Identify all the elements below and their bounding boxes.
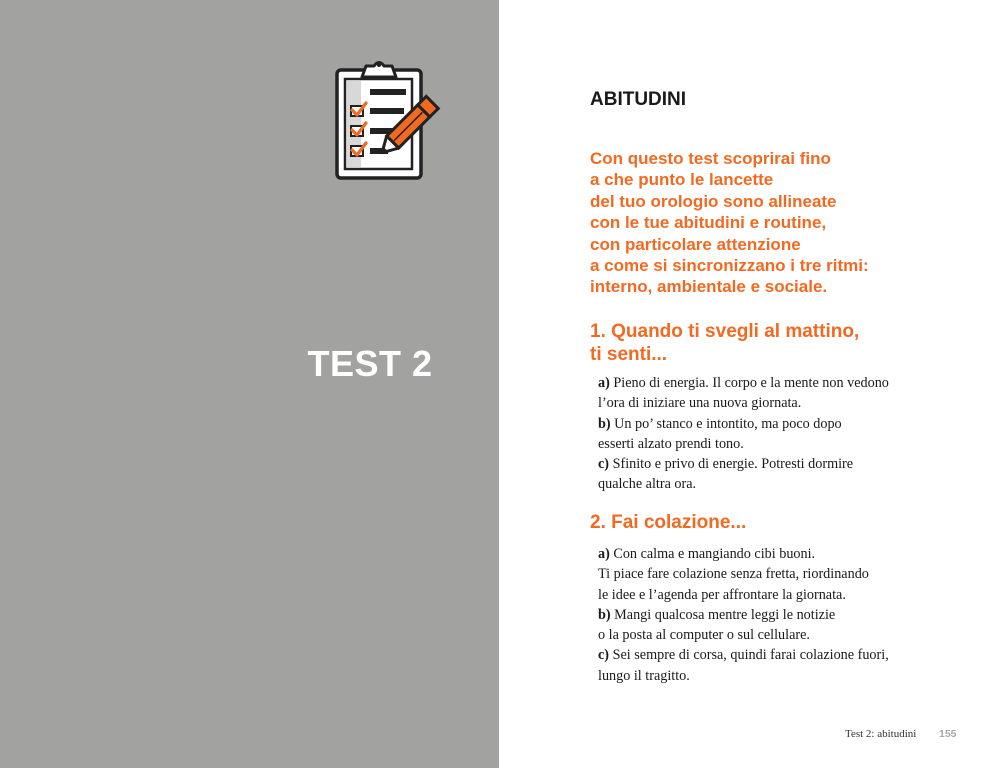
answer-text: Con calma e mangiando cibi buoni.	[613, 546, 816, 562]
answer-line: o la posta al computer o sul cellulare.	[598, 627, 810, 644]
question-title-line: 1. Quando ti svegli al mattino,	[590, 321, 860, 342]
answer-text: Sfinito e privo di energie. Potresti dormire	[612, 456, 854, 473]
answer-line	[598, 373, 988, 393]
section-heading: ABITUDINI	[590, 89, 687, 110]
intro-line: con particolare attenzione	[590, 234, 801, 254]
answer-letter: c)	[598, 647, 610, 664]
page-number: 155	[939, 728, 957, 740]
answer-letter: b)	[598, 415, 611, 432]
clipboard-checklist-pencil-icon	[332, 58, 448, 182]
question-title-line: 2. Fai colazione...	[590, 512, 747, 533]
intro-line: con le tue abitudini e routine,	[590, 213, 827, 233]
answer-text: Sei sempre di corsa, quindi farai colazione fuori,	[612, 647, 889, 664]
question-2-title	[590, 511, 990, 534]
answer-line: qualche altra ora.	[598, 476, 697, 493]
answer-line	[598, 645, 988, 665]
intro-paragraph	[590, 148, 990, 298]
answer-line: lungo il tragitto.	[598, 667, 690, 684]
answer-line: le idee e l’agenda per affrontare la giornata.	[598, 586, 846, 603]
intro-line: a che punto le lancette	[590, 170, 774, 190]
answer-letter: a)	[598, 546, 610, 562]
answer-text: Pieno di energia. Il corpo e la mente non vedono	[613, 375, 889, 391]
intro-line: interno, ambientale e sociale.	[590, 277, 828, 297]
answer-letter: b)	[598, 606, 611, 623]
answer-line	[598, 454, 988, 474]
answer-line: Ti piace fare colazione senza fretta, riordinando	[598, 566, 869, 583]
answer-text: Un po’ stanco e intontito, ma poco dopo	[614, 415, 842, 432]
answer-line	[598, 544, 988, 564]
question-title-line: ti senti...	[590, 344, 668, 365]
answer-letter: c)	[598, 456, 610, 473]
running-footer-title: Test 2: abitudini	[845, 728, 917, 740]
right-page	[499, 0, 1000, 768]
test-title: TEST 2	[307, 343, 433, 384]
answer-line	[598, 605, 988, 625]
intro-line: Con questo test scoprirai fino	[590, 149, 831, 168]
answer-letter: a)	[598, 375, 610, 391]
answer-text: Mangi qualcosa mentre leggi le notizie	[614, 606, 836, 623]
question-1-title	[590, 320, 990, 366]
answer-line: l’ora di iniziare una nuova giornata.	[598, 395, 802, 412]
answer-line: esserti alzato prendi tono.	[598, 435, 744, 452]
intro-line: a come si sincronizzano i tre ritmi:	[590, 256, 869, 276]
answer-line	[598, 414, 988, 434]
question-2-answers	[598, 544, 988, 686]
intro-line: del tuo orologio sono allineate	[590, 191, 837, 211]
question-1-answers	[598, 373, 988, 495]
left-page	[0, 0, 499, 768]
